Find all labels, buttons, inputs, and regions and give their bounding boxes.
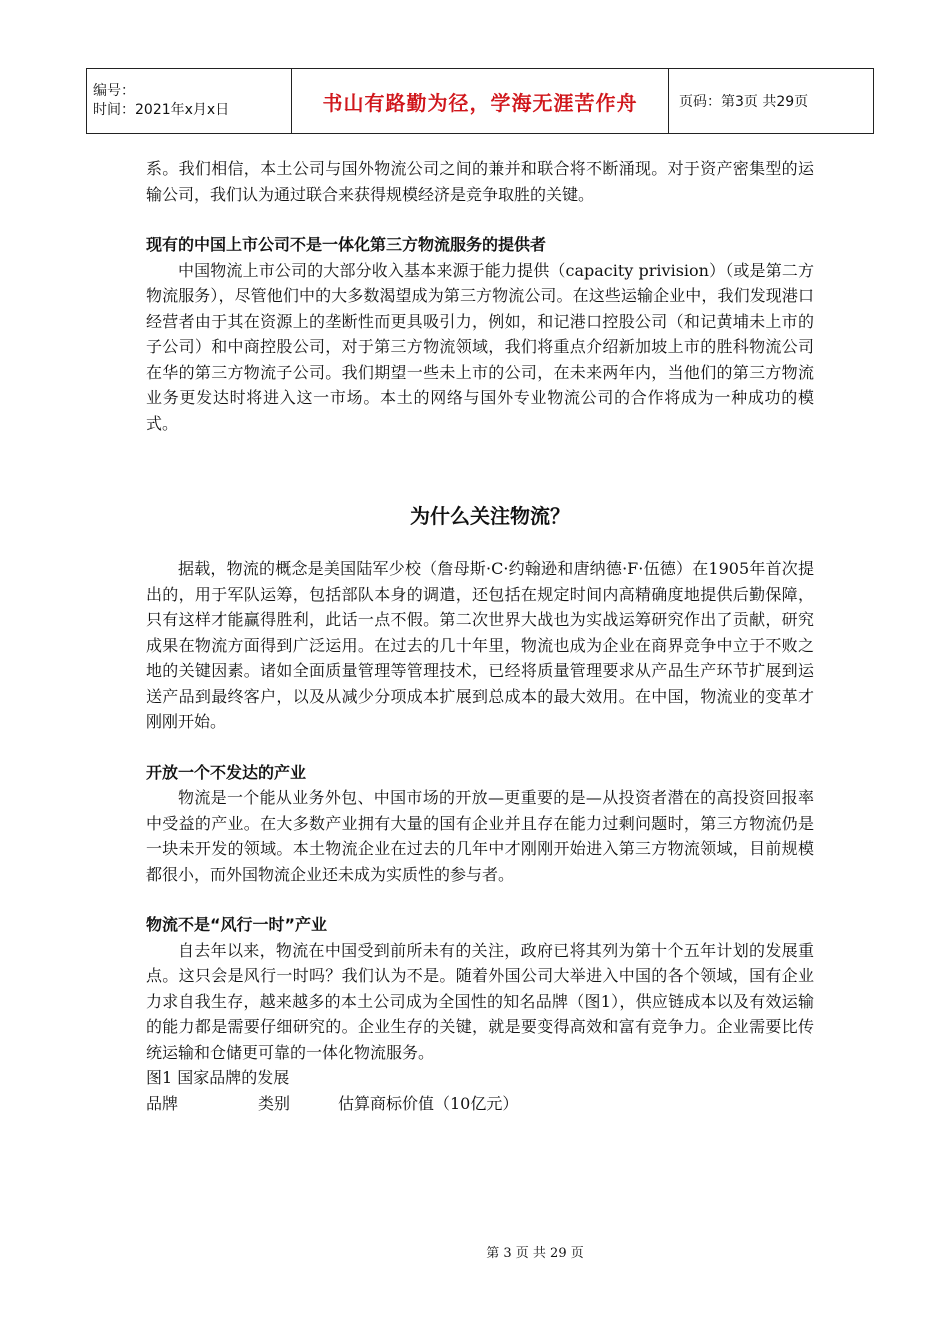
header-page-info: 页码：第3页 共29页	[669, 69, 874, 134]
header-number: 编号：	[93, 83, 135, 99]
why-title: 为什么关注物流？	[410, 504, 570, 528]
intro-paragraph: 系。我们相信，本土公司与国外物流公司之间的兼并和联合将不断涌现。对于资产密集型的运输公司，我们认为通过联合来获得规模经济是竞争取胜的关键。	[146, 159, 814, 204]
open-heading: 开放一个不发达的产业	[146, 762, 307, 782]
why-paragraph: 据载，物流的概念是美国陆军少校（詹母斯·C·约翰逊和唐纳德·F·伍德）在1905年首次提出的，用于军队运筹，包括部队本身的调遣，还包括在规定时间内高精确度地提供后勤保障，只有这样才能赢得胜利，此话一点不假。第二次世界大战也为实战运筹研究作出了贡献，研究成果在物流方面得到广泛运用。在过去的几十年里，物流也成为企业在商界竞争中立于不败之地的关键因素。诸如全面质量管理等管理技术，已经将质量管理要求从产品生产环节扩展到运送产品到最终客户，以及从减少分项成本扩展到总成本的最大效用。在中国，物流业的变革才刚刚开始。	[146, 559, 814, 731]
col-brand: 品牌	[146, 1093, 179, 1113]
notfad-heading: 物流不是“风行一时”产业	[146, 915, 328, 934]
open-paragraph: 物流是一个能从业务外包、中国市场的开放—更重要的是—从投资者潜在的高投资回报率中受益的产业。在大多数产业拥有大量的国有企业并且存在能力过剩问题时，第三方物流仍是一块未开发的领域。本土物流企业在过去的几年中才刚刚开始进入第三方物流领域，目前规模都很小，而外国物流企业还未成为实质性的参与者。	[146, 788, 814, 884]
header-time: 时间：2021年x月x日	[93, 102, 230, 118]
page-footer: 第 3 页 共 29 页	[486, 1246, 584, 1261]
figure-caption: 图1 国家品牌的发展	[146, 1068, 290, 1087]
listed-heading: 现有的中国上市公司不是一体化第三方物流服务的提供者	[146, 235, 547, 254]
listed-paragraph: 中国物流上市公司的大部分收入基本来源于能力提供（capacity privision）（或是第二方物流服务），尽管他们中的大多数渴望成为第三方物流公司。在这些运输企业中，我们发现港口经营者由于其在资源上的垄断性而更具吸引力，例如，和记港口控股公司（和记黄埔未上市的子公司）和中商控股公司，对于第三方物流领域，我们将重点介绍新加坡上市的胜科物流公司在华的第三方物流子公司。我们期望一些未上市的公司，在未来两年内，当他们的第三方物流业务更发达时将进入这一市场。本土的网络与国外专业物流公司的合作将成为一种成功的模式。	[146, 260, 814, 433]
figure-table-header	[146, 1091, 814, 1117]
header-meta	[87, 69, 292, 134]
col-value: 估算商标价值（10亿元）	[338, 1093, 519, 1113]
page-header	[86, 68, 874, 134]
notfad-paragraph: 自去年以来，物流在中国受到前所未有的关注，政府已将其列为第十个五年计划的发展重点。这只会是风行一时吗？我们认为不是。随着外国公司大举进入中国的各个领域，国有企业力求自我生存，越来越多的本土公司成为全国性的知名品牌（图1），供应链成本以及有效运输的能力都是需要仔细研究的。企业生存的关键，就是要变得高效和富有竞争力。企业需要比传统运输和仓储更可靠的一体化物流服务。	[146, 940, 814, 1062]
header-motto: 书山有路勤为径，学海无涯苦作舟	[292, 69, 669, 134]
col-category: 类别	[258, 1093, 291, 1113]
document-body	[146, 156, 814, 1116]
